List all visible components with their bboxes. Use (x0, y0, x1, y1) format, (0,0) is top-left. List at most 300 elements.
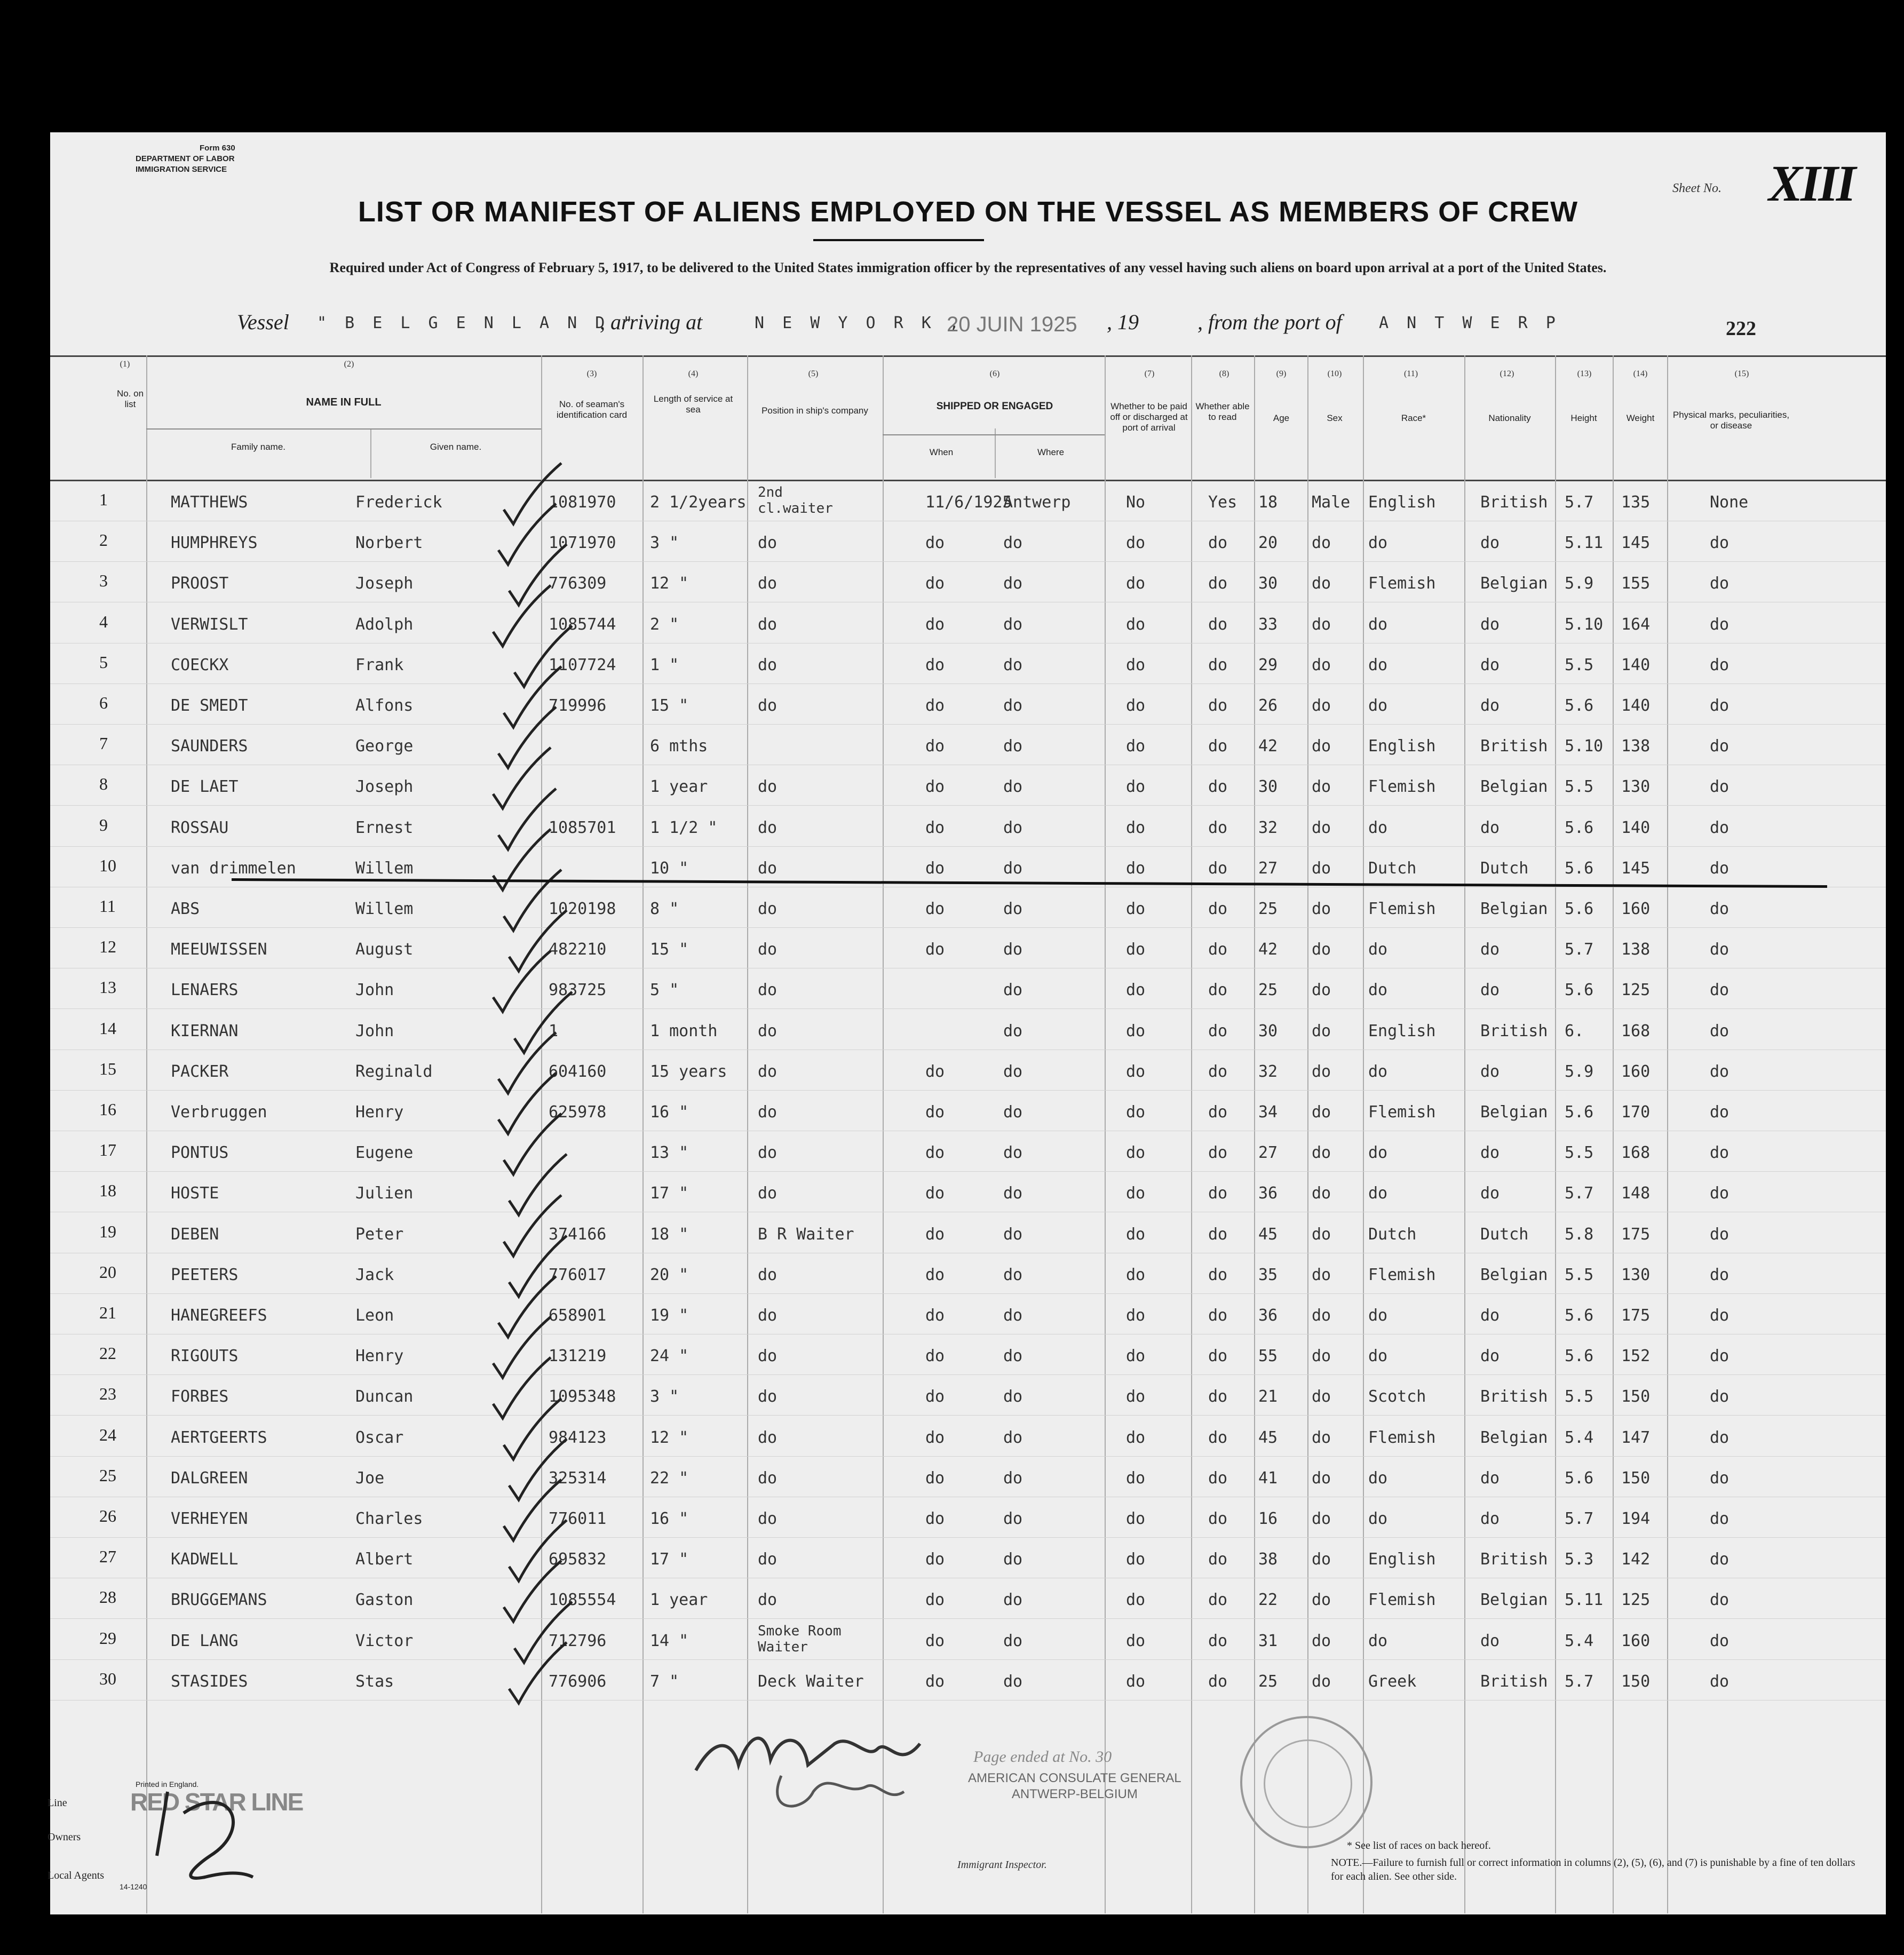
column-number: (15) (1734, 369, 1749, 378)
shipped-where-cell: do (1003, 737, 1023, 756)
age-cell: 32 (1258, 1062, 1278, 1081)
table-row (50, 1253, 1886, 1294)
position-cell: do (758, 1387, 778, 1406)
weight-cell: 175 (1621, 1306, 1651, 1325)
position-cell: do (758, 777, 778, 797)
nationality-cell: do (1480, 1306, 1500, 1325)
header-age: Age (1273, 413, 1290, 423)
header-no-on-list: No. on list (116, 388, 144, 409)
weight-cell: 140 (1621, 696, 1651, 715)
shipped-where-cell: Antwerp (1003, 493, 1071, 512)
age-cell: 35 (1258, 1265, 1278, 1284)
shipped-when-cell: do (925, 818, 945, 837)
physical-marks-cell: do (1710, 1591, 1730, 1610)
height-cell: 5.10 (1565, 615, 1604, 634)
height-cell: 5.6 (1565, 859, 1594, 878)
paid-off-cell: do (1126, 1387, 1146, 1406)
page-number: 222 (1726, 317, 1756, 340)
service: IMMIGRATION SERVICE (136, 165, 227, 174)
sex-cell: do (1312, 900, 1331, 918)
shipped-when-cell: do (925, 1184, 945, 1203)
given-name-cell: Frederick (355, 493, 442, 512)
table-row (50, 602, 1886, 643)
height-cell: 5.6 (1565, 818, 1594, 837)
length-of-service-cell: 15 " (650, 696, 689, 715)
length-of-service-cell: 16 " (650, 1103, 689, 1122)
age-cell: 41 (1258, 1468, 1278, 1488)
department: DEPARTMENT OF LABOR (136, 154, 235, 163)
physical-marks-cell: do (1710, 1550, 1730, 1569)
paid-off-cell: do (1126, 1184, 1146, 1203)
age-cell: 42 (1258, 940, 1278, 959)
row-number-cell: 8 (99, 774, 108, 794)
age-cell: 27 (1258, 1143, 1278, 1163)
position-cell: do (758, 818, 778, 837)
given-name-cell: Julien (355, 1184, 414, 1203)
given-name-cell: Stas (355, 1672, 394, 1691)
shipped-when-cell: do (925, 1672, 945, 1691)
length-of-service-cell: 15 years (650, 1062, 727, 1081)
able-to-read-cell: do (1208, 1021, 1228, 1040)
able-to-read-cell: do (1208, 1428, 1228, 1447)
weight-cell: 168 (1621, 1021, 1651, 1040)
able-to-read-cell: do (1208, 818, 1228, 837)
column-number: (14) (1633, 369, 1648, 378)
length-of-service-cell: 17 " (650, 1184, 689, 1203)
page-subtitle: Required under Act of Congress of February 5, 1917, to be delivered to the United States immigration officer by the representatives of any vessel having such aliens on board upon arrival at a port of the United States. (329, 260, 1607, 275)
physical-marks-cell: None (1710, 493, 1749, 512)
shipped-where-cell: do (1003, 1468, 1023, 1488)
shipped-where-cell: do (1003, 1347, 1023, 1366)
given-name-cell: Joe (355, 1468, 385, 1488)
able-to-read-cell: do (1208, 1306, 1228, 1325)
weight-cell: 130 (1621, 1265, 1651, 1284)
able-to-read-cell: do (1208, 1347, 1228, 1366)
race-cell: Flemish (1368, 1103, 1436, 1122)
physical-marks-cell: do (1710, 1306, 1730, 1325)
shipped-where-cell: do (1003, 574, 1023, 593)
header-where: Where (1037, 447, 1065, 457)
sex-cell: do (1312, 737, 1331, 756)
length-of-service-cell: 14 " (650, 1631, 689, 1650)
paid-off-cell: do (1126, 1103, 1146, 1122)
race-cell: do (1368, 615, 1388, 634)
physical-marks-cell: do (1710, 1387, 1730, 1406)
physical-marks-cell: do (1710, 534, 1730, 553)
form-header (136, 143, 235, 175)
sex-cell: do (1312, 1306, 1331, 1325)
position-cell: do (758, 1062, 778, 1081)
table-row (50, 1131, 1886, 1172)
given-name-cell: Albert (355, 1550, 414, 1569)
family-name-cell: PONTUS (171, 1143, 229, 1163)
position-cell: do (758, 574, 778, 593)
position-cell: do (758, 1184, 778, 1203)
table-row (50, 684, 1886, 725)
weight-cell: 138 (1621, 940, 1651, 959)
weight-cell: 145 (1621, 859, 1651, 878)
card-number-cell: 695832 (549, 1550, 607, 1569)
shipped-where-cell: do (1003, 1550, 1023, 1569)
height-cell: 6. (1565, 1021, 1584, 1040)
height-cell: 5.7 (1565, 1672, 1594, 1691)
family-name-cell: VERHEYEN (171, 1509, 248, 1528)
given-name-cell: Joseph (355, 777, 414, 797)
card-number-cell: 776906 (549, 1672, 607, 1691)
table-row (50, 1578, 1886, 1619)
row-number-cell: 12 (99, 937, 116, 957)
header-family-name: Family name. (231, 442, 286, 452)
able-to-read-cell: Yes (1208, 493, 1237, 512)
row-number-cell: 18 (99, 1181, 116, 1201)
family-name-cell: AERTGEERTS (171, 1428, 267, 1447)
row-number-cell: 11 (99, 896, 116, 916)
header-length-of-service: Length of service at sea (653, 394, 733, 415)
header-given-name: Given name. (430, 442, 482, 452)
position-cell: do (758, 900, 778, 918)
physical-marks-cell: do (1710, 1631, 1730, 1650)
length-of-service-cell: 1 1/2 " (650, 818, 718, 837)
length-of-service-cell: 13 " (650, 1143, 689, 1163)
physical-marks-cell: do (1710, 1103, 1730, 1122)
check-mark-icon (504, 1638, 568, 1707)
paid-off-cell: do (1126, 696, 1146, 715)
table-row (50, 1497, 1886, 1538)
physical-marks-cell: do (1710, 737, 1730, 756)
card-number-cell: 1085744 (549, 615, 616, 634)
race-cell: do (1368, 696, 1388, 715)
length-of-service-cell: 1 month (650, 1021, 718, 1040)
age-cell: 36 (1258, 1306, 1278, 1325)
family-name-cell: MATTHEWS (171, 493, 248, 512)
family-name-cell: PROOST (171, 574, 229, 593)
length-of-service-cell: 16 " (650, 1509, 689, 1528)
weight-cell: 194 (1621, 1509, 1651, 1528)
shipped-where-cell: do (1003, 534, 1023, 553)
weight-cell: 130 (1621, 777, 1651, 797)
weight-cell: 140 (1621, 818, 1651, 837)
year-label: , 19 (1107, 310, 1139, 334)
card-number-cell: 1081970 (549, 493, 616, 512)
column-number: (2) (344, 360, 354, 369)
nationality-cell: do (1480, 981, 1500, 1000)
race-cell: English (1368, 1021, 1436, 1040)
handwritten-signature (675, 1712, 973, 1818)
position-cell: B R Waiter (758, 1225, 854, 1244)
length-of-service-cell: 3 " (650, 534, 679, 553)
weight-cell: 168 (1621, 1143, 1651, 1163)
row-number-cell: 15 (99, 1059, 116, 1078)
paid-off-cell: do (1126, 1265, 1146, 1284)
nationality-cell: Dutch (1480, 859, 1529, 878)
physical-marks-cell: do (1710, 1062, 1730, 1081)
physical-marks-cell: do (1710, 981, 1730, 1000)
weight-cell: 150 (1621, 1387, 1651, 1406)
length-of-service-cell: 1 year (650, 1591, 708, 1610)
race-cell: do (1368, 1509, 1388, 1528)
table-row (50, 480, 1886, 521)
weight-cell: 170 (1621, 1103, 1651, 1122)
shipped-where-cell: do (1003, 859, 1023, 878)
able-to-read-cell: do (1208, 1103, 1228, 1122)
row-number-cell: 16 (99, 1100, 116, 1119)
table-row (50, 1659, 1886, 1700)
shipped-when-cell: do (925, 1509, 945, 1528)
family-name-cell: COECKX (171, 655, 229, 674)
position-cell: do (758, 1103, 778, 1122)
family-name-cell: BRUGGEMANS (171, 1591, 267, 1610)
sex-cell: do (1312, 859, 1331, 878)
age-cell: 25 (1258, 981, 1278, 1000)
position-cell: do (758, 1306, 778, 1325)
sex-cell: do (1312, 1672, 1331, 1691)
given-name-cell: Frank (355, 655, 404, 674)
table-row (50, 561, 1886, 602)
given-name-cell: Duncan (355, 1387, 414, 1406)
able-to-read-cell: do (1208, 1387, 1228, 1406)
physical-marks-cell: do (1710, 1225, 1730, 1244)
able-to-read-cell: do (1208, 696, 1228, 715)
race-footnote: * See list of races on back hereof. (1347, 1840, 1491, 1851)
weight-cell: 142 (1621, 1550, 1651, 1569)
header-weight: Weight (1626, 413, 1655, 423)
height-cell: 5.11 (1565, 1591, 1604, 1610)
sex-cell: do (1312, 574, 1331, 593)
paid-off-cell: do (1126, 859, 1146, 878)
height-cell: 5.6 (1565, 696, 1594, 715)
page-title: LIST OR MANIFEST OF ALIENS EMPLOYED ON THE VESSEL AS MEMBERS OF CREW (358, 196, 1578, 228)
weight-cell: 145 (1621, 534, 1651, 553)
position-cell: do (758, 1591, 778, 1610)
physical-marks-cell: do (1710, 1468, 1730, 1488)
race-cell: English (1368, 737, 1436, 756)
family-name-cell: PEETERS (171, 1265, 239, 1284)
length-of-service-cell: 12 " (650, 574, 689, 593)
table-row (50, 1619, 1886, 1660)
sex-cell: do (1312, 777, 1331, 797)
shipped-when-cell: do (925, 1306, 945, 1325)
header-shipped-or-engaged: SHIPPED OR ENGAGED (936, 401, 1053, 412)
sex-cell: do (1312, 1631, 1331, 1650)
nationality-cell: do (1480, 655, 1500, 674)
sex-cell: do (1312, 940, 1331, 959)
sex-cell: do (1312, 696, 1331, 715)
column-number: (12) (1500, 369, 1514, 378)
given-name-cell: Alfons (355, 696, 414, 715)
physical-marks-cell: do (1710, 1265, 1730, 1284)
family-name-cell: DE LANG (171, 1631, 239, 1650)
sex-cell: do (1312, 1387, 1331, 1406)
shipped-where-cell: do (1003, 900, 1023, 918)
physical-marks-cell: do (1710, 818, 1730, 837)
physical-marks-cell: do (1710, 1184, 1730, 1203)
able-to-read-cell: do (1208, 900, 1228, 918)
paid-off-cell: do (1126, 1550, 1146, 1569)
physical-marks-cell: do (1710, 1428, 1730, 1447)
weight-cell: 152 (1621, 1347, 1651, 1366)
paid-off-cell: do (1126, 1347, 1146, 1366)
card-number-cell: 984123 (549, 1428, 607, 1447)
position-cell: do (758, 1428, 778, 1447)
paid-off-cell: do (1126, 1306, 1146, 1325)
sex-cell: do (1312, 1265, 1331, 1284)
header-nationality: Nationality (1488, 413, 1531, 423)
able-to-read-cell: do (1208, 940, 1228, 959)
able-to-read-cell: do (1208, 1631, 1228, 1650)
shipped-where-cell: do (1003, 1672, 1023, 1691)
race-cell: Flemish (1368, 1265, 1436, 1284)
row-number-cell: 3 (99, 571, 108, 591)
physical-marks-cell: do (1710, 1672, 1730, 1691)
shipped-where-cell: do (1003, 940, 1023, 959)
row-number-cell: 21 (99, 1303, 116, 1322)
weight-cell: 125 (1621, 1591, 1651, 1610)
length-of-service-cell: 1 year (650, 777, 708, 797)
shipped-where-cell: do (1003, 1509, 1023, 1528)
able-to-read-cell: do (1208, 574, 1228, 593)
sheet-label: Sheet No. (1672, 181, 1721, 195)
given-name-cell: Reginald (355, 1062, 433, 1081)
race-cell: do (1368, 1306, 1388, 1325)
shipped-where-cell: do (1003, 1428, 1023, 1447)
consulate-stamp (968, 1770, 1181, 1802)
family-name-cell: HANEGREEFS (171, 1306, 267, 1325)
card-number-cell: 983725 (549, 981, 607, 1000)
shipped-when-cell: do (925, 900, 945, 918)
position-cell: do (758, 859, 778, 878)
shipped-where-cell: do (1003, 615, 1023, 634)
paid-off-cell: do (1126, 981, 1146, 1000)
shipped-where-cell: do (1003, 1265, 1023, 1284)
shipped-when-cell: do (925, 1428, 945, 1447)
row-number-cell: 1 (99, 490, 108, 509)
family-name-cell: van drimmelen (171, 859, 296, 878)
length-of-service-cell: 12 " (650, 1428, 689, 1447)
given-name-cell: Gaston (355, 1591, 414, 1610)
owners-label: Owners (47, 1831, 81, 1843)
nationality-cell: Belgian (1480, 1265, 1548, 1284)
height-cell: 5.10 (1565, 737, 1604, 756)
physical-marks-cell: do (1710, 1509, 1730, 1528)
paid-off-cell: do (1126, 1428, 1146, 1447)
column-number: (8) (1219, 369, 1229, 378)
nationality-cell: do (1480, 818, 1500, 837)
nationality-cell: Belgian (1480, 1428, 1548, 1447)
weight-cell: 160 (1621, 1062, 1651, 1081)
sex-cell: do (1312, 1428, 1331, 1447)
shipped-where-cell: do (1003, 655, 1023, 674)
shipped-where-cell: do (1003, 1021, 1023, 1040)
able-to-read-cell: do (1208, 1062, 1228, 1081)
family-name-cell: STASIDES (171, 1672, 248, 1691)
card-number-cell: 1095348 (549, 1387, 616, 1406)
shipped-when-cell: do (925, 1387, 945, 1406)
physical-marks-cell: do (1710, 777, 1730, 797)
card-number-cell: 712796 (549, 1631, 607, 1650)
length-of-service-cell: 3 " (650, 1387, 679, 1406)
weight-cell: 164 (1621, 615, 1651, 634)
shipped-where-cell: do (1003, 981, 1023, 1000)
shipped-when-cell: do (925, 574, 945, 593)
handwritten-line-number (146, 1776, 274, 1898)
paid-off-cell: do (1126, 777, 1146, 797)
row-number-cell: 4 (99, 611, 108, 631)
nationality-cell: Belgian (1480, 574, 1548, 593)
form-number: Form 630 (200, 144, 235, 153)
length-of-service-cell: 5 " (650, 981, 679, 1000)
row-number-cell: 23 (99, 1384, 116, 1404)
shipped-when-cell: do (925, 534, 945, 553)
paid-off-cell: do (1126, 1591, 1146, 1610)
able-to-read-cell: do (1208, 1265, 1228, 1284)
shipped-where-cell: do (1003, 1387, 1023, 1406)
shipped-when-cell: do (925, 1062, 945, 1081)
nationality-cell: do (1480, 1509, 1500, 1528)
height-cell: 5.6 (1565, 1103, 1594, 1122)
race-cell: do (1368, 1631, 1388, 1650)
family-name-cell: KIERNAN (171, 1021, 239, 1040)
paid-off-cell: do (1126, 1509, 1146, 1528)
nationality-cell: do (1480, 1347, 1500, 1366)
height-cell: 5.7 (1565, 940, 1594, 959)
shipped-when-cell: do (925, 1347, 945, 1366)
paid-off-cell: do (1126, 737, 1146, 756)
given-name-cell: Jack (355, 1265, 394, 1284)
weight-cell: 147 (1621, 1428, 1651, 1447)
table-row (50, 1416, 1886, 1457)
card-number-cell: 625978 (549, 1103, 607, 1122)
height-cell: 5.5 (1565, 1387, 1594, 1406)
height-cell: 5.4 (1565, 1428, 1594, 1447)
paid-off-cell: do (1126, 818, 1146, 837)
given-name-cell: Willem (355, 859, 414, 878)
vessel-label: Vessel (237, 310, 289, 334)
header-position: Position in ship's company (761, 406, 868, 416)
row-number-cell: 26 (99, 1506, 116, 1525)
column-number: (5) (808, 369, 819, 378)
column-number: (10) (1327, 369, 1342, 378)
weight-cell: 150 (1621, 1468, 1651, 1488)
given-name-cell: Willem (355, 900, 414, 918)
nationality-cell: Dutch (1480, 1225, 1529, 1244)
header-paid-off: Whether to be paid off or discharged at port of arrival (1110, 401, 1188, 433)
shipped-where-cell: do (1003, 1184, 1023, 1203)
age-cell: 21 (1258, 1387, 1278, 1406)
length-of-service-cell: 17 " (650, 1550, 689, 1569)
paid-off-cell: do (1126, 900, 1146, 918)
card-number-cell: 604160 (549, 1062, 607, 1081)
row-number-cell: 22 (99, 1344, 116, 1363)
height-cell: 5.6 (1565, 1347, 1594, 1366)
race-cell: do (1368, 1184, 1388, 1203)
title-underline (813, 239, 984, 241)
shipped-when-cell: do (925, 1143, 945, 1163)
card-number-cell: 482210 (549, 940, 607, 959)
table-row (50, 1374, 1886, 1416)
able-to-read-cell: do (1208, 737, 1228, 756)
able-to-read-cell: do (1208, 1468, 1228, 1488)
family-name-cell: RIGOUTS (171, 1347, 239, 1366)
card-number-cell: 776011 (549, 1509, 607, 1528)
position-cell: do (758, 1468, 778, 1488)
table-row (50, 1171, 1886, 1212)
fine-footnote: NOTE.—Failure to furnish full or correct information in columns (2), (5), (6), and (7) is punishable by a fine of ten dollars for each alien. See other side. (1331, 1857, 1855, 1882)
nationality-cell: do (1480, 1143, 1500, 1163)
position-cell: do (758, 1143, 778, 1163)
physical-marks-cell: do (1710, 655, 1730, 674)
age-cell: 38 (1258, 1550, 1278, 1569)
sex-cell: do (1312, 818, 1331, 837)
